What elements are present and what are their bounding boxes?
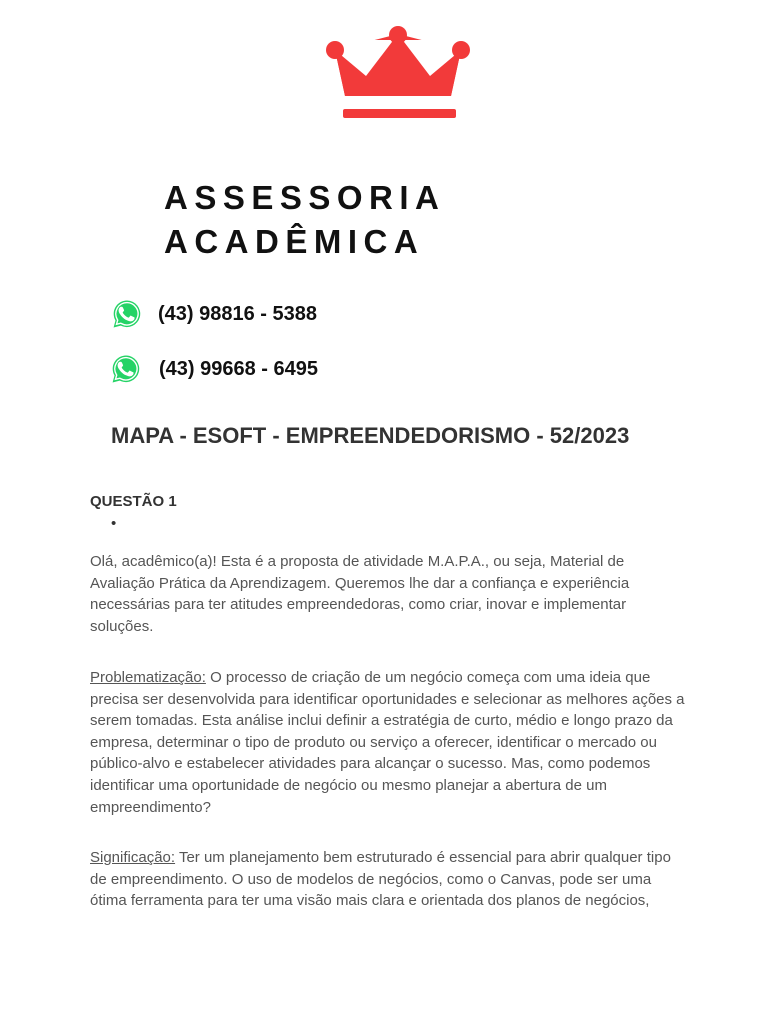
meaning-paragraph <box>90 847 690 912</box>
phone-number[interactable]: (43) 98816 - 5388 <box>158 302 318 325</box>
document-title: MAPA - ESOFT - EMPREENDEDORISMO - 52/2023 <box>111 423 630 448</box>
whatsapp-icon[interactable] <box>111 298 143 330</box>
question-label: QUESTÃO 1 <box>90 493 177 510</box>
problem-label: Problematização: <box>90 669 206 686</box>
bullet-point: • <box>111 515 117 532</box>
phone-number[interactable]: (43) 99668 - 6495 <box>159 357 319 380</box>
intro-paragraph: Olá, acadêmico(a)! Esta é a proposta de atividade M.A.P.A., ou seja, Material de Avaliação Prática da Aprendizagem. Queremos lhe dar a confiança e experiência necessárias para ter atitudes empreendedoras, como criar, inovar e implementar soluções. <box>90 553 630 635</box>
whatsapp-icon[interactable] <box>110 353 142 385</box>
brand-title <box>164 176 445 264</box>
contact-row <box>111 298 317 330</box>
contact-row <box>110 353 318 385</box>
brand-line-1: ASSESSORIA <box>164 179 446 216</box>
meaning-label: Significação: <box>90 849 176 866</box>
crown-icon <box>326 26 470 121</box>
brand-line-2: ACADÊMICA <box>164 223 425 260</box>
meaning-text: Ter um planejamento bem estruturado é essencial para abrir qualquer tipo de empreendimento. O uso de modelos de negócios, como o Canvas, pode ser uma ótima ferramenta para ter uma visão mais clara e orientada dos planos de negócios, <box>90 849 671 910</box>
problem-paragraph <box>90 667 690 818</box>
problem-text: O processo de criação de um negócio começa com uma ideia que precisa ser desenvolvida para identificar oportunidades e selecionar as melhores ações a serem tomadas. Esta análise inclui definir a estratégia de curto, médio e longo prazo da empresa, determinar o tipo de produto ou serviço a oferecer, identificar o mercado ou público-alvo e estabelecer atividades para alcançar o sucesso. Mas, como podemos identificar uma oportunidade de negócio ou mesmo planejar a abertura de um empreendimento? <box>90 669 685 816</box>
